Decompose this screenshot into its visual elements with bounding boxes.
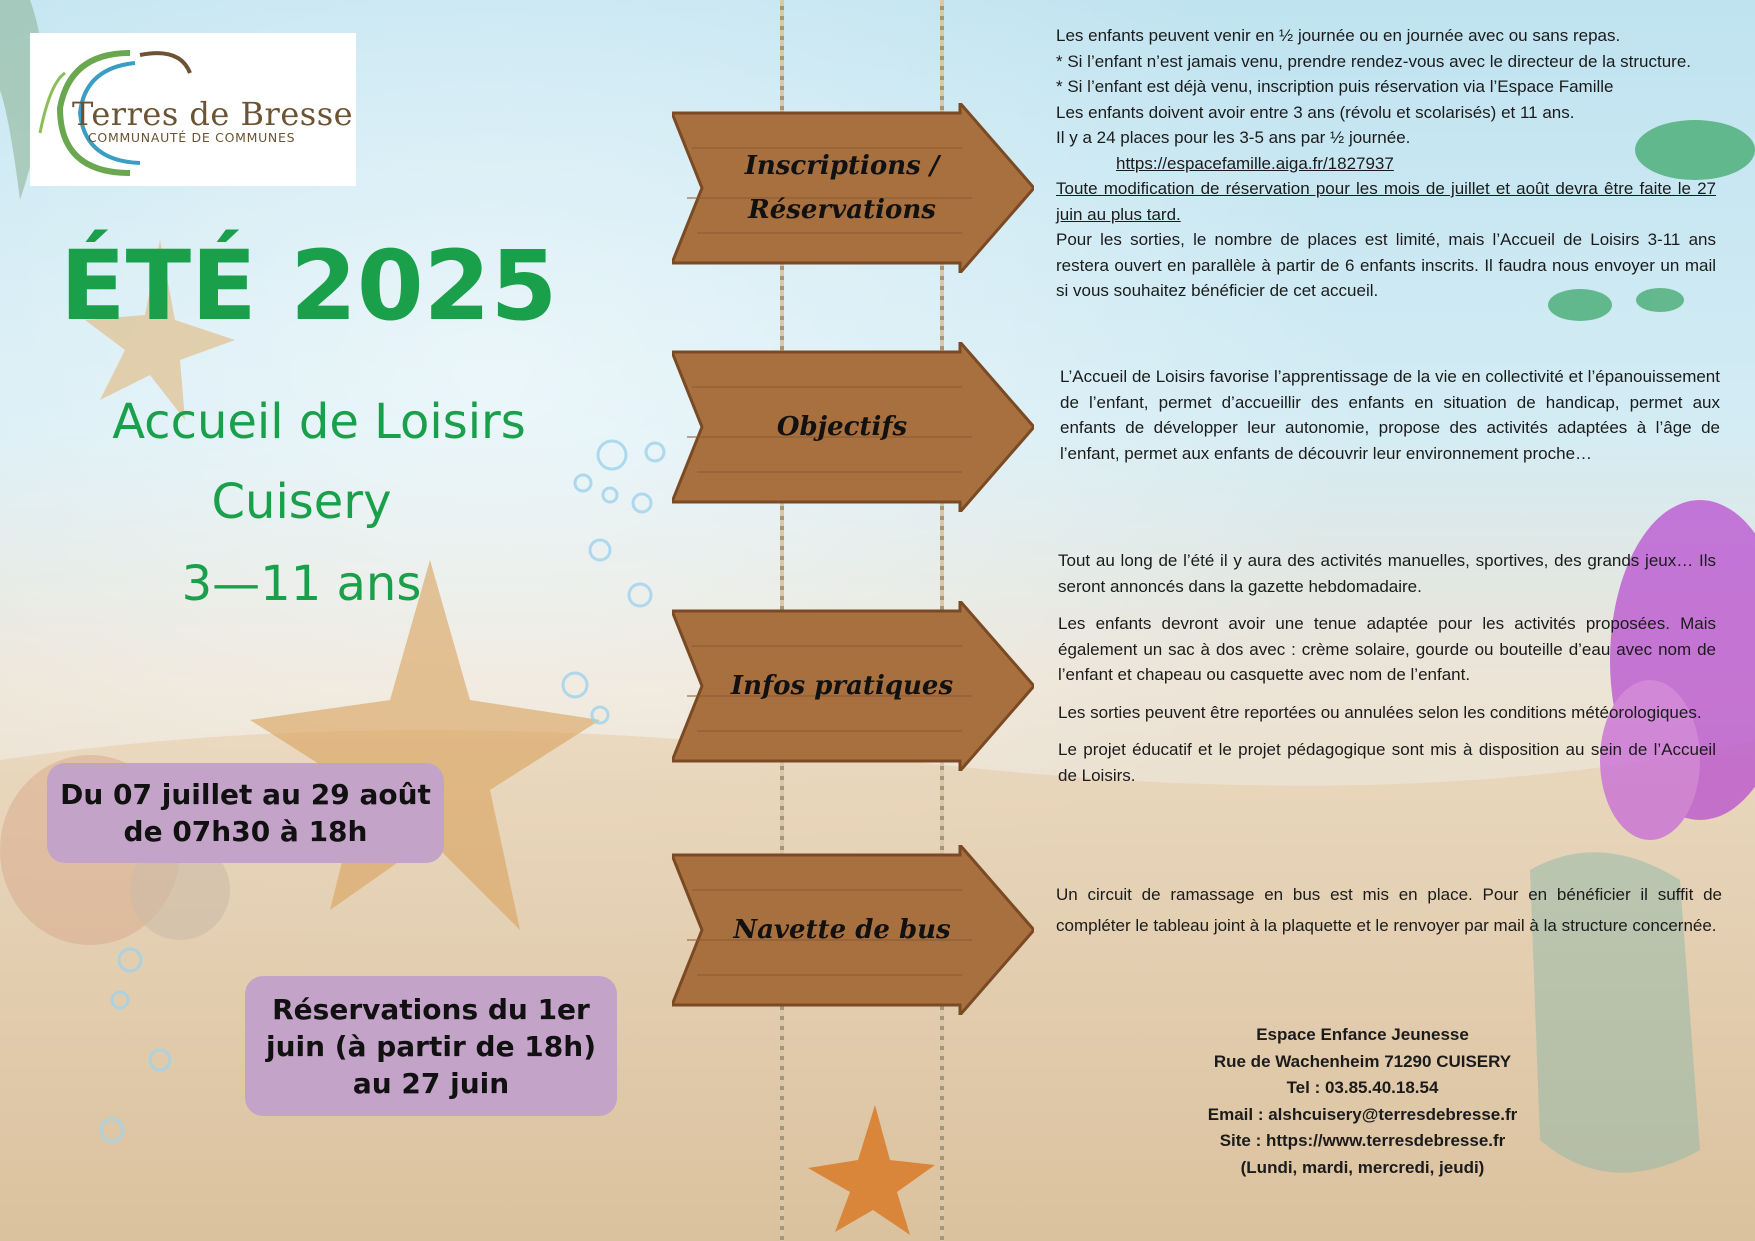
contact-site[interactable]: Site : https://www.terresdebresse.fr [1219, 1131, 1506, 1150]
inscriptions-section [1056, 23, 1716, 304]
sign-objectifs-label: Objectifs [776, 411, 908, 442]
infos-p2: Les enfants devront avoir une tenue adaptée pour les activités proposées. Mais également un sac à dos avec : crème solaire, gourde ou bouteille d’eau avec nom de l’enfant et chapeau ou casquette avec nom de l’enfant. [1058, 614, 1716, 684]
infos-p1: Tout au long de l’été il y aura des activités manuelles, sportives, des grands jeux… Ils seront annoncés dans la gazette hebdomadaire. [1058, 551, 1716, 596]
reservations-line-3: au 27 juin [352, 1066, 510, 1100]
infos-p4: Le projet éducatif et le projet pédagogique sont mis à disposition au sein de l’Accueil de Loisirs. [1058, 740, 1716, 785]
inscriptions-p4: Les enfants doivent avoir entre 3 ans (révolu et scolarisés) et 11 ans. [1056, 102, 1575, 122]
contact-email[interactable]: Email : alshcuisery@terresdebresse.fr [1207, 1104, 1518, 1124]
inscriptions-p6: Pour les sorties, le nombre de places est limité, mais l’Accueil de Loisirs 3-11 ans restera ouvert en parallèle à partir de 6 enfants inscrits. Il faudra nous envoyer un mail si vous souhaitez bénéficier de cet accueil. [1056, 230, 1716, 300]
reservations-badge [245, 976, 617, 1116]
subtitle-accueil: Accueil de Loisirs [112, 394, 526, 450]
logo [30, 33, 356, 186]
dates-badge [47, 763, 444, 863]
contact-block [1130, 1022, 1595, 1181]
sign-inscriptions-line-1: Inscriptions / [744, 150, 940, 181]
contact-address: Rue de Wachenheim 71290 CUISERY [1213, 1051, 1512, 1071]
reservations-line-2: juin (à partir de 18h) [265, 1029, 596, 1063]
objectifs-section [1060, 364, 1720, 466]
sign-infos-label: Infos pratiques [730, 670, 954, 701]
logo-name: Terres de Bresse [72, 95, 354, 133]
inscriptions-p2: * Si l’enfant n’est jamais venu, prendre rendez-vous avec le directeur de la structure. [1056, 51, 1691, 71]
inscriptions-p3: * Si l’enfant est déjà venu, inscription puis réservation via l’Espace Famille [1056, 77, 1614, 96]
subtitle-ages: 3—11 ans [181, 556, 422, 612]
sign-infos [672, 601, 1034, 771]
sign-objectifs [672, 342, 1034, 512]
sign-navette-label: Navette de bus [733, 914, 951, 945]
contact-tel[interactable]: Tel : 03.85.40.18.54 [1286, 1078, 1439, 1097]
dates-line-2: de 07h30 à 18h [123, 815, 368, 848]
dates-line-1: Du 07 juillet au 29 août [60, 778, 431, 811]
subtitle-town: Cuisery [211, 474, 392, 530]
sign-inscriptions-line-2: Réservations [748, 195, 936, 225]
reservations-line-1: Réservations du 1er [272, 992, 590, 1026]
inscriptions-notice: Toute modification de réservation pour les mois de juillet et août devra être faite le 27 juin au plus tard. [1056, 179, 1716, 224]
sign-navette [672, 845, 1034, 1015]
contact-days: (Lundi, mardi, mercredi, jeudi) [1240, 1157, 1485, 1177]
inscriptions-p5: Il y a 24 places pour les 3-5 ans par ½ journée. [1056, 128, 1411, 147]
page-title: ÉTÉ 2025 [60, 230, 558, 342]
contact-name: Espace Enfance Jeunesse [1256, 1025, 1469, 1044]
navette-text: Un circuit de ramassage en bus est mis en place. Pour en bénéficier il suffit de compléter le tableau joint à la plaquette et le renvoyer par mail à la structure concernée. [1056, 885, 1722, 935]
espace-famille-link[interactable]: https://espacefamille.aiga.fr/1827937 [1116, 153, 1394, 173]
navette-section [1056, 880, 1722, 941]
logo-subtitle: COMMUNAUTÉ DE COMMUNES [88, 130, 296, 145]
infos-p3: Les sorties peuvent être reportées ou annulées selon les conditions météorologiques. [1058, 702, 1702, 722]
objectifs-text: L’Accueil de Loisirs favorise l’apprentissage de la vie en collectivité et l’épanouissement de l’enfant, permet d’accueillir des enfants en situation de handicap, permet aux enfants de développer leur autonomie, propose des activités adaptées à l’âge de l’enfant, permet aux enfants de découvrir leur environnement proche… [1060, 367, 1720, 463]
inscriptions-p1: Les enfants peuvent venir en ½ journée ou en journée avec ou sans repas. [1056, 26, 1621, 45]
infos-section [1058, 548, 1716, 788]
sign-inscriptions [672, 103, 1034, 273]
